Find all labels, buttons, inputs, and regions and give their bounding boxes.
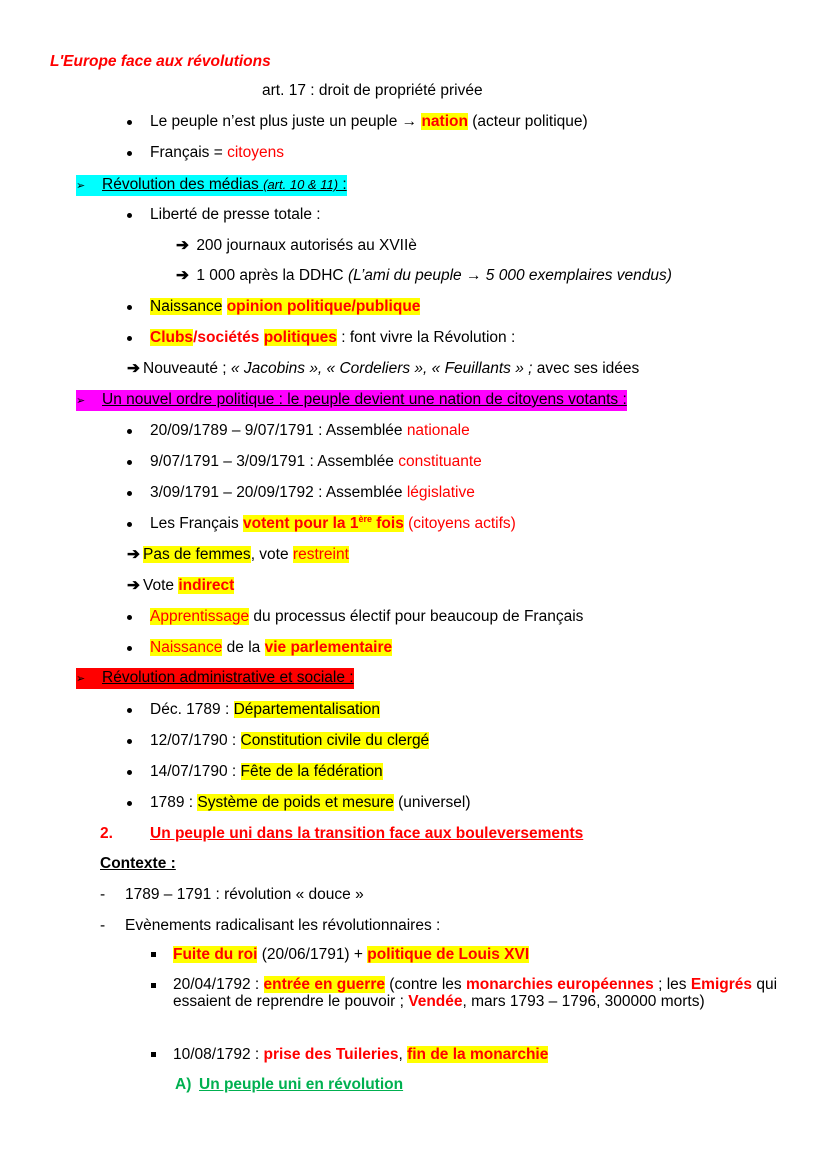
bullet-icon [127,646,132,651]
bullet-icon [127,151,132,156]
art17-text: art. 17 : droit de propriété privée [262,82,483,99]
contexte-heading: Contexte : [100,855,176,872]
bullet-icon [127,770,132,775]
admin-item: 14/07/1790 : Fête de la fédération [150,763,383,780]
bullet-icon [127,120,132,125]
femmes-line: ➔ Pas de femmes, vote restreint [127,546,349,563]
bold-arrow-icon: ➔ [176,267,189,284]
dash-marker: - [100,917,106,934]
dash-item: 1789 – 1791 : révolution « douce » [125,886,364,903]
bullet-icon [127,305,132,310]
bullet-icon [127,708,132,713]
subsection-a-letter: A) [175,1076,192,1093]
page-title: L'Europe face aux révolutions [50,53,271,70]
bullet-icon [127,491,132,496]
bullet-icon [127,615,132,620]
bullet-icon [127,801,132,806]
arrowhead-bullet-icon: ➢ [76,673,86,685]
citoyens-line: Français = citoyens [150,144,284,161]
admin-item: Déc. 1789 : Départementalisation [150,701,381,718]
apprentissage-line: Apprentissage du processus électif pour beaucoup de Français [150,608,584,625]
dash-marker: - [100,886,106,903]
tuileries-line: 10/08/1792 : prise des Tuileries, fin de la monarchie [173,1046,549,1063]
bold-arrow-icon: ➔ [127,546,140,563]
bullet-icon [127,522,132,527]
fuite-line: Fuite du roi (20/06/1791) + politique de Louis XVI [173,946,530,963]
dash-item: Evènements radicalisant les révolutionnaires : [125,917,441,934]
bullet-icon [127,460,132,465]
square-bullet-icon [151,1052,156,1057]
admin-item: 12/07/1790 : Constitution civile du clergé [150,732,430,749]
bullet-icon [127,429,132,434]
clubs-line: Clubs/sociétés politiques : font vivre la Révolution : [150,329,516,346]
bold-arrow-icon: ➔ [176,237,189,254]
section-heading-medias: ➢ Révolution des médias (art. 10 & 11) : [76,175,347,196]
arrowhead-bullet-icon: ➢ [76,180,86,192]
bold-arrow-icon: ➔ [127,577,140,594]
journaux-line-2: ➔ 1 000 après la DDHC (L’ami du peuple → 5 000 exemplaires vendus) [176,267,672,284]
opinion-line: Naissance opinion politique/publique [150,298,421,315]
section-2-number: 2. [100,825,113,842]
bullet-icon [127,336,132,341]
presse-line: Liberté de presse totale : [150,206,321,223]
square-bullet-icon [151,983,156,988]
section-2-heading: Un peuple uni dans la transition face aux bouleversements [150,825,584,842]
section-heading-administrative: ➢ Révolution administrative et sociale : [76,668,354,689]
vote-line: ➔ Vote indirect [127,577,235,594]
arrowhead-bullet-icon: ➢ [76,395,86,407]
bold-arrow-icon: ➔ [127,360,140,377]
square-bullet-icon [151,952,156,957]
assemblee-line: 20/09/1789 – 9/07/1791 : Assemblée nationale [150,422,470,439]
guerre-paragraph: 20/04/1792 : entrée en guerre (contre les monarchies européennes ; les Emigrés qui essaient de reprendre le pouvoir ; Vendée, mars 1793 – 1796, 300000 morts) [173,976,778,1010]
admin-item: 1789 : Système de poids et mesure (universel) [150,794,471,811]
parlementaire-line: Naissance de la vie parlementaire [150,639,393,656]
assemblee-line: 3/09/1791 – 20/09/1792 : Assemblée législative [150,484,475,501]
nation-line: Le peuple n’est plus juste un peuple → nation (acteur politique) [150,113,588,130]
bullet-icon [127,213,132,218]
bullet-icon [127,739,132,744]
journaux-line-1: ➔ 200 journaux autorisés au XVIIè [176,237,417,254]
assemblee-line: 9/07/1791 – 3/09/1791 : Assemblée constituante [150,453,482,470]
section-heading-ordre-politique: ➢ Un nouvel ordre politique : le peuple devient une nation de citoyens votants : [76,390,627,411]
nouveaute-line: ➔ Nouveauté ; « Jacobins », « Cordeliers », « Feuillants » ; avec ses idées [127,360,640,377]
subsection-a-heading: Un peuple uni en révolution [199,1076,404,1093]
votent-line: Les Français votent pour la 1ère fois (citoyens actifs) [150,513,516,532]
